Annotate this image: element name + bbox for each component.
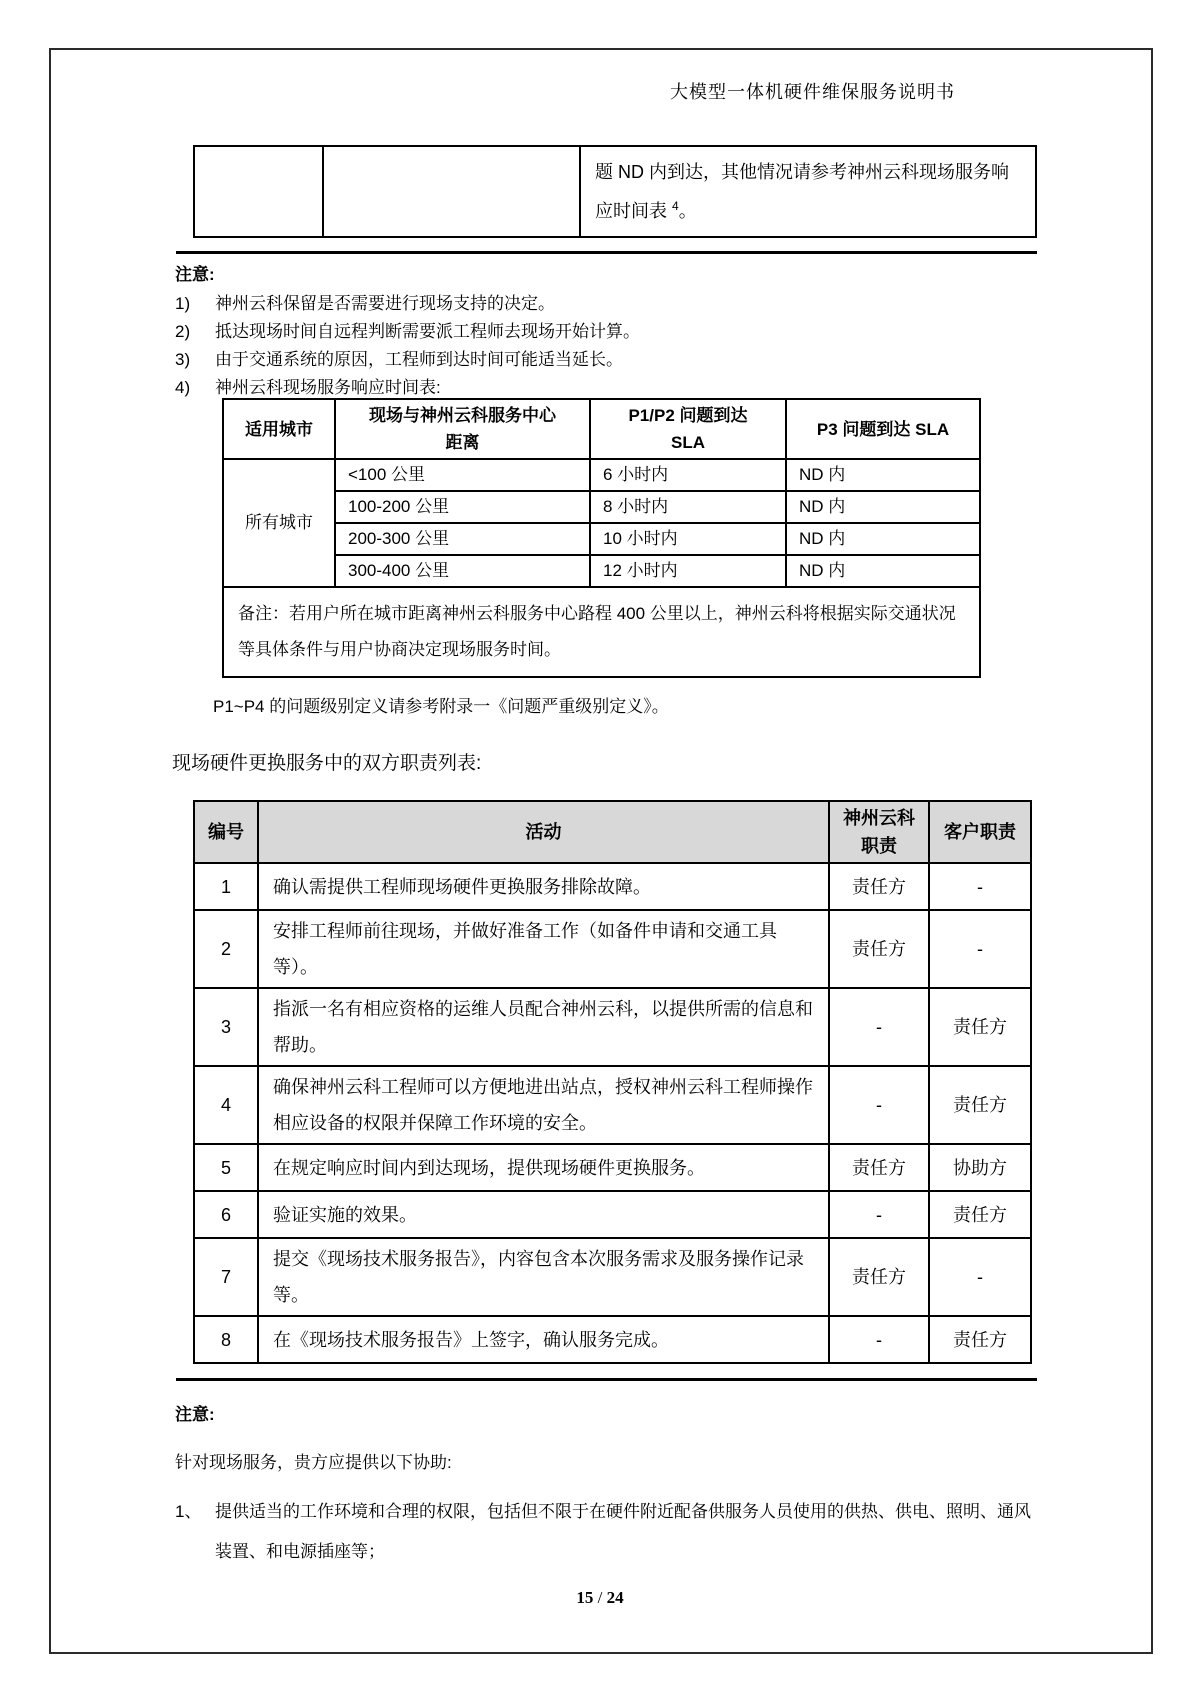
section-divider-top xyxy=(176,251,1037,254)
duty-activity: 在规定响应时间内到达现场，提供现场硬件更换服务。 xyxy=(258,1144,829,1191)
sla-p12: 10 小时内 xyxy=(590,523,786,555)
duty-dc: - xyxy=(829,1316,929,1363)
duty-activity: 确保神州云科工程师可以方便地进出站点，授权神州云科工程师操作相应设备的权限并保障工作环境的安全。 xyxy=(258,1066,829,1144)
table-row xyxy=(194,1191,1031,1238)
sla-p12: 6 小时内 xyxy=(590,459,786,491)
duty-customer: 责任方 xyxy=(929,988,1031,1066)
appendix-note: P1~P4 的问题级别定义请参考附录一《问题严重级别定义》。 xyxy=(213,697,669,716)
table-row xyxy=(194,146,1036,237)
duties-col-customer: 客户职责 xyxy=(929,801,1031,863)
list-item-text: 神州云科现场服务响应时间表: xyxy=(215,378,441,397)
sla-remark-cell: 备注：若用户所在城市距离神州云科服务中心路程 400 公里以上，神州云科将根据实际交通状况等具体条件与用户协商决定现场服务时间。 xyxy=(223,587,980,677)
list-item-number: 3) xyxy=(175,350,191,369)
duty-no: 5 xyxy=(194,1144,258,1191)
table-row xyxy=(223,555,980,587)
duty-dc: 责任方 xyxy=(829,863,929,910)
sla-col-p12-line2: SLA xyxy=(671,433,705,452)
page-title: 大模型一体机硬件维保服务说明书 xyxy=(670,82,955,102)
list-item-text: 抵达现场时间自远程判断需要派工程师去现场开始计算。 xyxy=(215,322,640,341)
sla-p3: ND 内 xyxy=(786,523,980,555)
table-row xyxy=(223,587,980,677)
duty-no: 7 xyxy=(194,1238,258,1316)
duty-dc: 责任方 xyxy=(829,1144,929,1191)
sla-col-distance-line2: 距离 xyxy=(445,433,480,452)
list-item xyxy=(175,376,1045,400)
duty-dc: - xyxy=(829,988,929,1066)
duty-dc: 责任方 xyxy=(829,910,929,988)
duty-dc: - xyxy=(829,1066,929,1144)
duty-activity: 指派一名有相应资格的运维人员配合神州云科，以提供所需的信息和帮助。 xyxy=(258,988,829,1066)
list-item xyxy=(175,348,1045,372)
sla-p3: ND 内 xyxy=(786,491,980,523)
duty-customer: 责任方 xyxy=(929,1316,1031,1363)
duty-dc: 责任方 xyxy=(829,1238,929,1316)
duty-activity: 在《现场技术服务报告》上签字，确认服务完成。 xyxy=(258,1316,829,1363)
sla-p12: 12 小时内 xyxy=(590,555,786,587)
notes-bottom-label: 注意: xyxy=(175,1405,215,1424)
sla-distance: 200-300 公里 xyxy=(335,523,590,555)
table-row xyxy=(194,1066,1031,1144)
duty-no: 6 xyxy=(194,1191,258,1238)
footnote-ref: 4 xyxy=(672,199,679,213)
list-item-number: 1) xyxy=(175,294,191,313)
list-item-text: 神州云科保留是否需要进行现场支持的决定。 xyxy=(215,294,555,313)
table-row xyxy=(194,1316,1031,1363)
duties-col-dc-line2: 职责 xyxy=(861,836,897,856)
sla-distance: <100 公里 xyxy=(335,459,590,491)
section-divider-bottom xyxy=(176,1378,1037,1381)
continued-cell-empty-1 xyxy=(194,146,323,237)
duties-table xyxy=(193,800,1032,1364)
list-item-number: 1、 xyxy=(175,1502,202,1521)
table-row xyxy=(223,491,980,523)
table-row xyxy=(194,863,1031,910)
sla-p3: ND 内 xyxy=(786,459,980,491)
notes-top-label: 注意: xyxy=(175,265,215,284)
continued-table xyxy=(193,145,1037,238)
sla-col-p3: P3 问题到达 SLA xyxy=(786,399,980,459)
table-row xyxy=(194,1144,1031,1191)
sla-p12: 8 小时内 xyxy=(590,491,786,523)
duty-no: 1 xyxy=(194,863,258,910)
duty-activity: 验证实施的效果。 xyxy=(258,1191,829,1238)
page-footer xyxy=(0,1588,1200,1608)
duty-activity: 确认需提供工程师现场硬件更换服务排除故障。 xyxy=(258,863,829,910)
continued-cell-empty-2 xyxy=(323,146,580,237)
duties-col-dc-line1: 神州云科 xyxy=(843,808,915,828)
duties-col-dc xyxy=(829,801,929,863)
duty-customer: 协助方 xyxy=(929,1144,1031,1191)
footer-separator: / xyxy=(593,1588,607,1607)
duty-customer: 责任方 xyxy=(929,1066,1031,1144)
duty-no: 8 xyxy=(194,1316,258,1363)
duty-customer: - xyxy=(929,1238,1031,1316)
list-item-text: 由于交通系统的原因，工程师到达时间可能适当延长。 xyxy=(215,350,623,369)
sla-col-p12 xyxy=(590,399,786,459)
continued-suffix: 。 xyxy=(678,201,697,221)
duty-activity: 安排工程师前往现场，并做好准备工作（如备件申请和交通工具等）。 xyxy=(258,910,829,988)
list-item-number: 4) xyxy=(175,378,191,397)
table-header-row xyxy=(194,801,1031,863)
list-item-text: 提供适当的工作环境和合理的权限，包括但不限于在硬件附近配备供服务人员使用的供热、供电、照明、通风装置、和电源插座等； xyxy=(215,1502,1031,1561)
sla-p3: ND 内 xyxy=(786,555,980,587)
list-item xyxy=(175,292,1045,316)
duties-col-no: 编号 xyxy=(194,801,258,863)
duty-customer: - xyxy=(929,863,1031,910)
table-row xyxy=(223,459,980,491)
duty-no: 3 xyxy=(194,988,258,1066)
sla-distance: 300-400 公里 xyxy=(335,555,590,587)
sla-city-cell: 所有城市 xyxy=(223,459,335,587)
footer-page-number: 15 xyxy=(576,1588,594,1607)
continued-cell-text xyxy=(580,146,1036,237)
duty-customer: - xyxy=(929,910,1031,988)
list-item xyxy=(175,1492,1035,1572)
sla-col-distance xyxy=(335,399,590,459)
notes-bottom-intro: 针对现场服务，贵方应提供以下协助: xyxy=(175,1453,452,1472)
duty-customer: 责任方 xyxy=(929,1191,1031,1238)
sla-col-p12-line1: P1/P2 问题到达 xyxy=(628,406,748,425)
table-row xyxy=(194,988,1031,1066)
duty-no: 2 xyxy=(194,910,258,988)
duty-activity: 提交《现场技术服务报告》，内容包含本次服务需求及服务操作记录等。 xyxy=(258,1238,829,1316)
list-item xyxy=(175,320,1045,344)
sla-distance: 100-200 公里 xyxy=(335,491,590,523)
list-item-number: 2) xyxy=(175,322,191,341)
duty-no: 4 xyxy=(194,1066,258,1144)
duty-dc: - xyxy=(829,1191,929,1238)
sla-col-city: 适用城市 xyxy=(223,399,335,459)
table-row xyxy=(194,910,1031,988)
sla-col-distance-line1: 现场与神州云科服务中心 xyxy=(369,406,556,425)
section-title: 现场硬件更换服务中的双方职责列表: xyxy=(172,753,482,774)
table-header-row xyxy=(223,399,980,459)
duties-col-activity: 活动 xyxy=(258,801,829,863)
sla-response-table xyxy=(222,398,981,678)
continued-text: 题 ND 内到达，其他情况请参考神州云科现场服务响应时间表 xyxy=(595,162,1009,221)
table-row xyxy=(194,1238,1031,1316)
table-row xyxy=(223,523,980,555)
footer-total-pages: 24 xyxy=(606,1588,624,1607)
